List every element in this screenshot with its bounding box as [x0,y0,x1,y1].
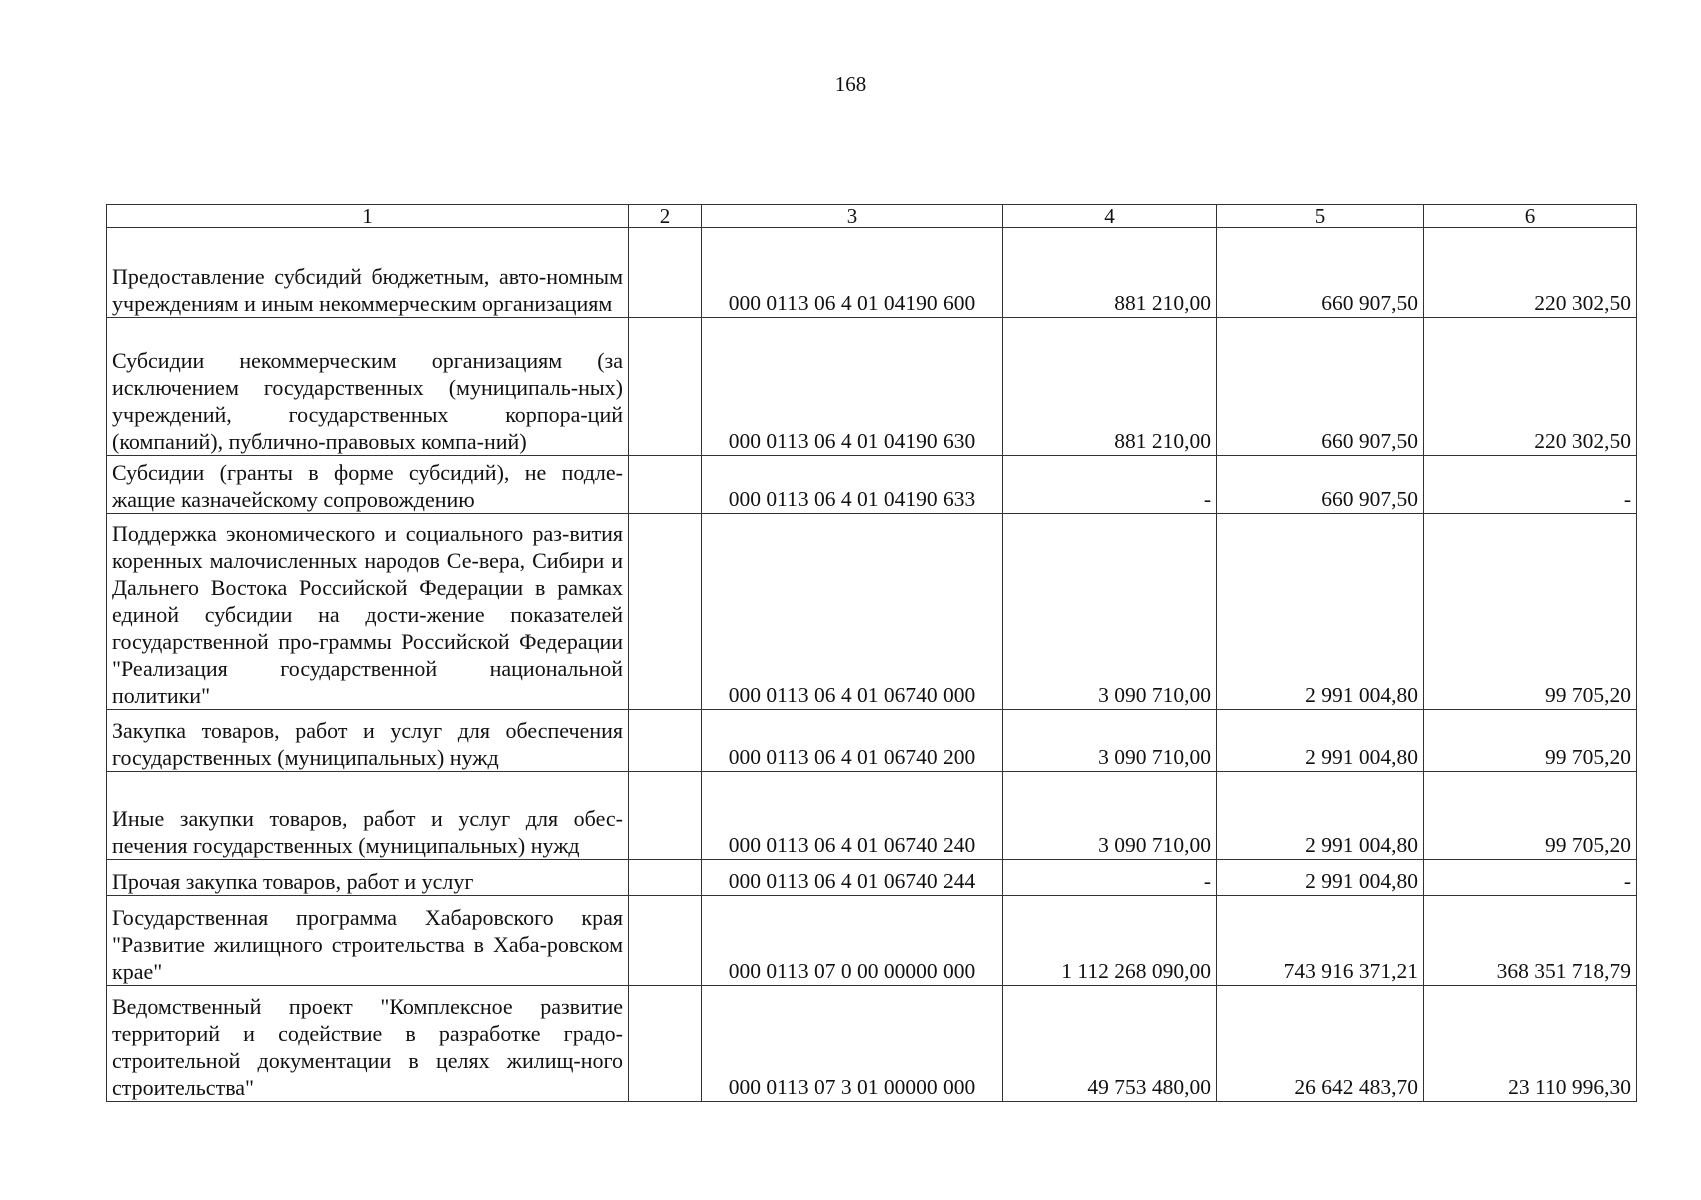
row-value-4: 1 112 268 090,00 [1003,896,1217,986]
row-value-6: - [1424,456,1637,514]
table-body [107,228,1637,1102]
table-row [107,860,1637,896]
row-value-5: 26 642 483,70 [1217,986,1424,1102]
row-col2 [629,710,702,772]
row-name: Закупка товаров, работ и услуг для обеспечения государственных (муниципальных) нужд [107,710,629,772]
row-name: Поддержка экономического и социального раз-вития коренных малочисленных народов Се-вера, Сибири и Дальнего Востока Российской Федерации в рамках единой субсидии на дости-жение показателей государственной про-граммы Российской Федерации "Реализация государственной национальной политики" [107,514,629,710]
row-value-6: 220 302,50 [1424,228,1637,318]
row-col2 [629,896,702,986]
row-name: Прочая закупка товаров, работ и услуг [107,860,629,896]
table-row [107,710,1637,772]
table-row [107,228,1637,318]
row-value-5: 2 991 004,80 [1217,860,1424,896]
row-value-4: 3 090 710,00 [1003,772,1217,860]
column-header: 1 [107,205,629,228]
row-code: 000 0113 07 3 01 00000 000 [702,986,1003,1102]
row-code: 000 0113 06 4 01 06740 240 [702,772,1003,860]
column-header: 5 [1217,205,1424,228]
row-value-4: 3 090 710,00 [1003,514,1217,710]
row-value-6: 220 302,50 [1424,318,1637,456]
row-value-5: 660 907,50 [1217,228,1424,318]
table-row [107,318,1637,456]
row-code: 000 0113 06 4 01 06740 000 [702,514,1003,710]
row-value-5: 660 907,50 [1217,318,1424,456]
budget-table [106,204,1637,1102]
row-code: 000 0113 06 4 01 06740 244 [702,860,1003,896]
row-value-5: 2 991 004,80 [1217,772,1424,860]
table-row [107,896,1637,986]
row-code: 000 0113 06 4 01 04190 600 [702,228,1003,318]
column-header: 4 [1003,205,1217,228]
table-row [107,514,1637,710]
row-col2 [629,318,702,456]
row-value-6: 99 705,20 [1424,710,1637,772]
row-value-6: 23 110 996,30 [1424,986,1637,1102]
row-value-6: 99 705,20 [1424,514,1637,710]
table-row [107,986,1637,1102]
table-row [107,456,1637,514]
row-code: 000 0113 06 4 01 04190 633 [702,456,1003,514]
row-value-4: - [1003,456,1217,514]
column-header: 3 [702,205,1003,228]
row-value-4: - [1003,860,1217,896]
row-code: 000 0113 07 0 00 00000 000 [702,896,1003,986]
row-code: 000 0113 06 4 01 06740 200 [702,710,1003,772]
row-col2 [629,986,702,1102]
row-col2 [629,514,702,710]
row-value-5: 2 991 004,80 [1217,710,1424,772]
row-name: Ведомственный проект "Комплексное развитие территорий и содействие в разработке градо-строительной документации в целях жилищ-ного строительства" [107,986,629,1102]
row-value-5: 2 991 004,80 [1217,514,1424,710]
page-number: 168 [834,72,867,96]
row-col2 [629,228,702,318]
row-col2 [629,456,702,514]
row-value-6: 368 351 718,79 [1424,896,1637,986]
row-name: Государственная программа Хабаровского края "Развитие жилищного строительства в Хаба-ровском крае" [107,896,629,986]
row-name: Предоставление субсидий бюджетным, авто-номным учреждениям и иным некоммерческим организациям [107,228,629,318]
column-header: 6 [1424,205,1637,228]
row-value-5: 743 916 371,21 [1217,896,1424,986]
table-header [107,205,1637,228]
header-row [107,205,1637,228]
row-code: 000 0113 06 4 01 04190 630 [702,318,1003,456]
row-value-5: 660 907,50 [1217,456,1424,514]
table-row [107,772,1637,860]
row-name: Субсидии (гранты в форме субсидий), не подле-жащие казначейскому сопровождению [107,456,629,514]
row-value-4: 3 090 710,00 [1003,710,1217,772]
row-value-4: 49 753 480,00 [1003,986,1217,1102]
row-name: Субсидии некоммерческим организациям (за исключением государственных (муниципаль-ных) учреждений, государственных корпора-ций (компаний), публично-правовых компа-ний) [107,318,629,456]
row-value-6: - [1424,860,1637,896]
row-col2 [629,772,702,860]
row-name: Иные закупки товаров, работ и услуг для обес-печения государственных (муниципальных) нужд [107,772,629,860]
row-value-6: 99 705,20 [1424,772,1637,860]
row-value-4: 881 210,00 [1003,228,1217,318]
row-col2 [629,860,702,896]
column-header: 2 [629,205,702,228]
row-value-4: 881 210,00 [1003,318,1217,456]
